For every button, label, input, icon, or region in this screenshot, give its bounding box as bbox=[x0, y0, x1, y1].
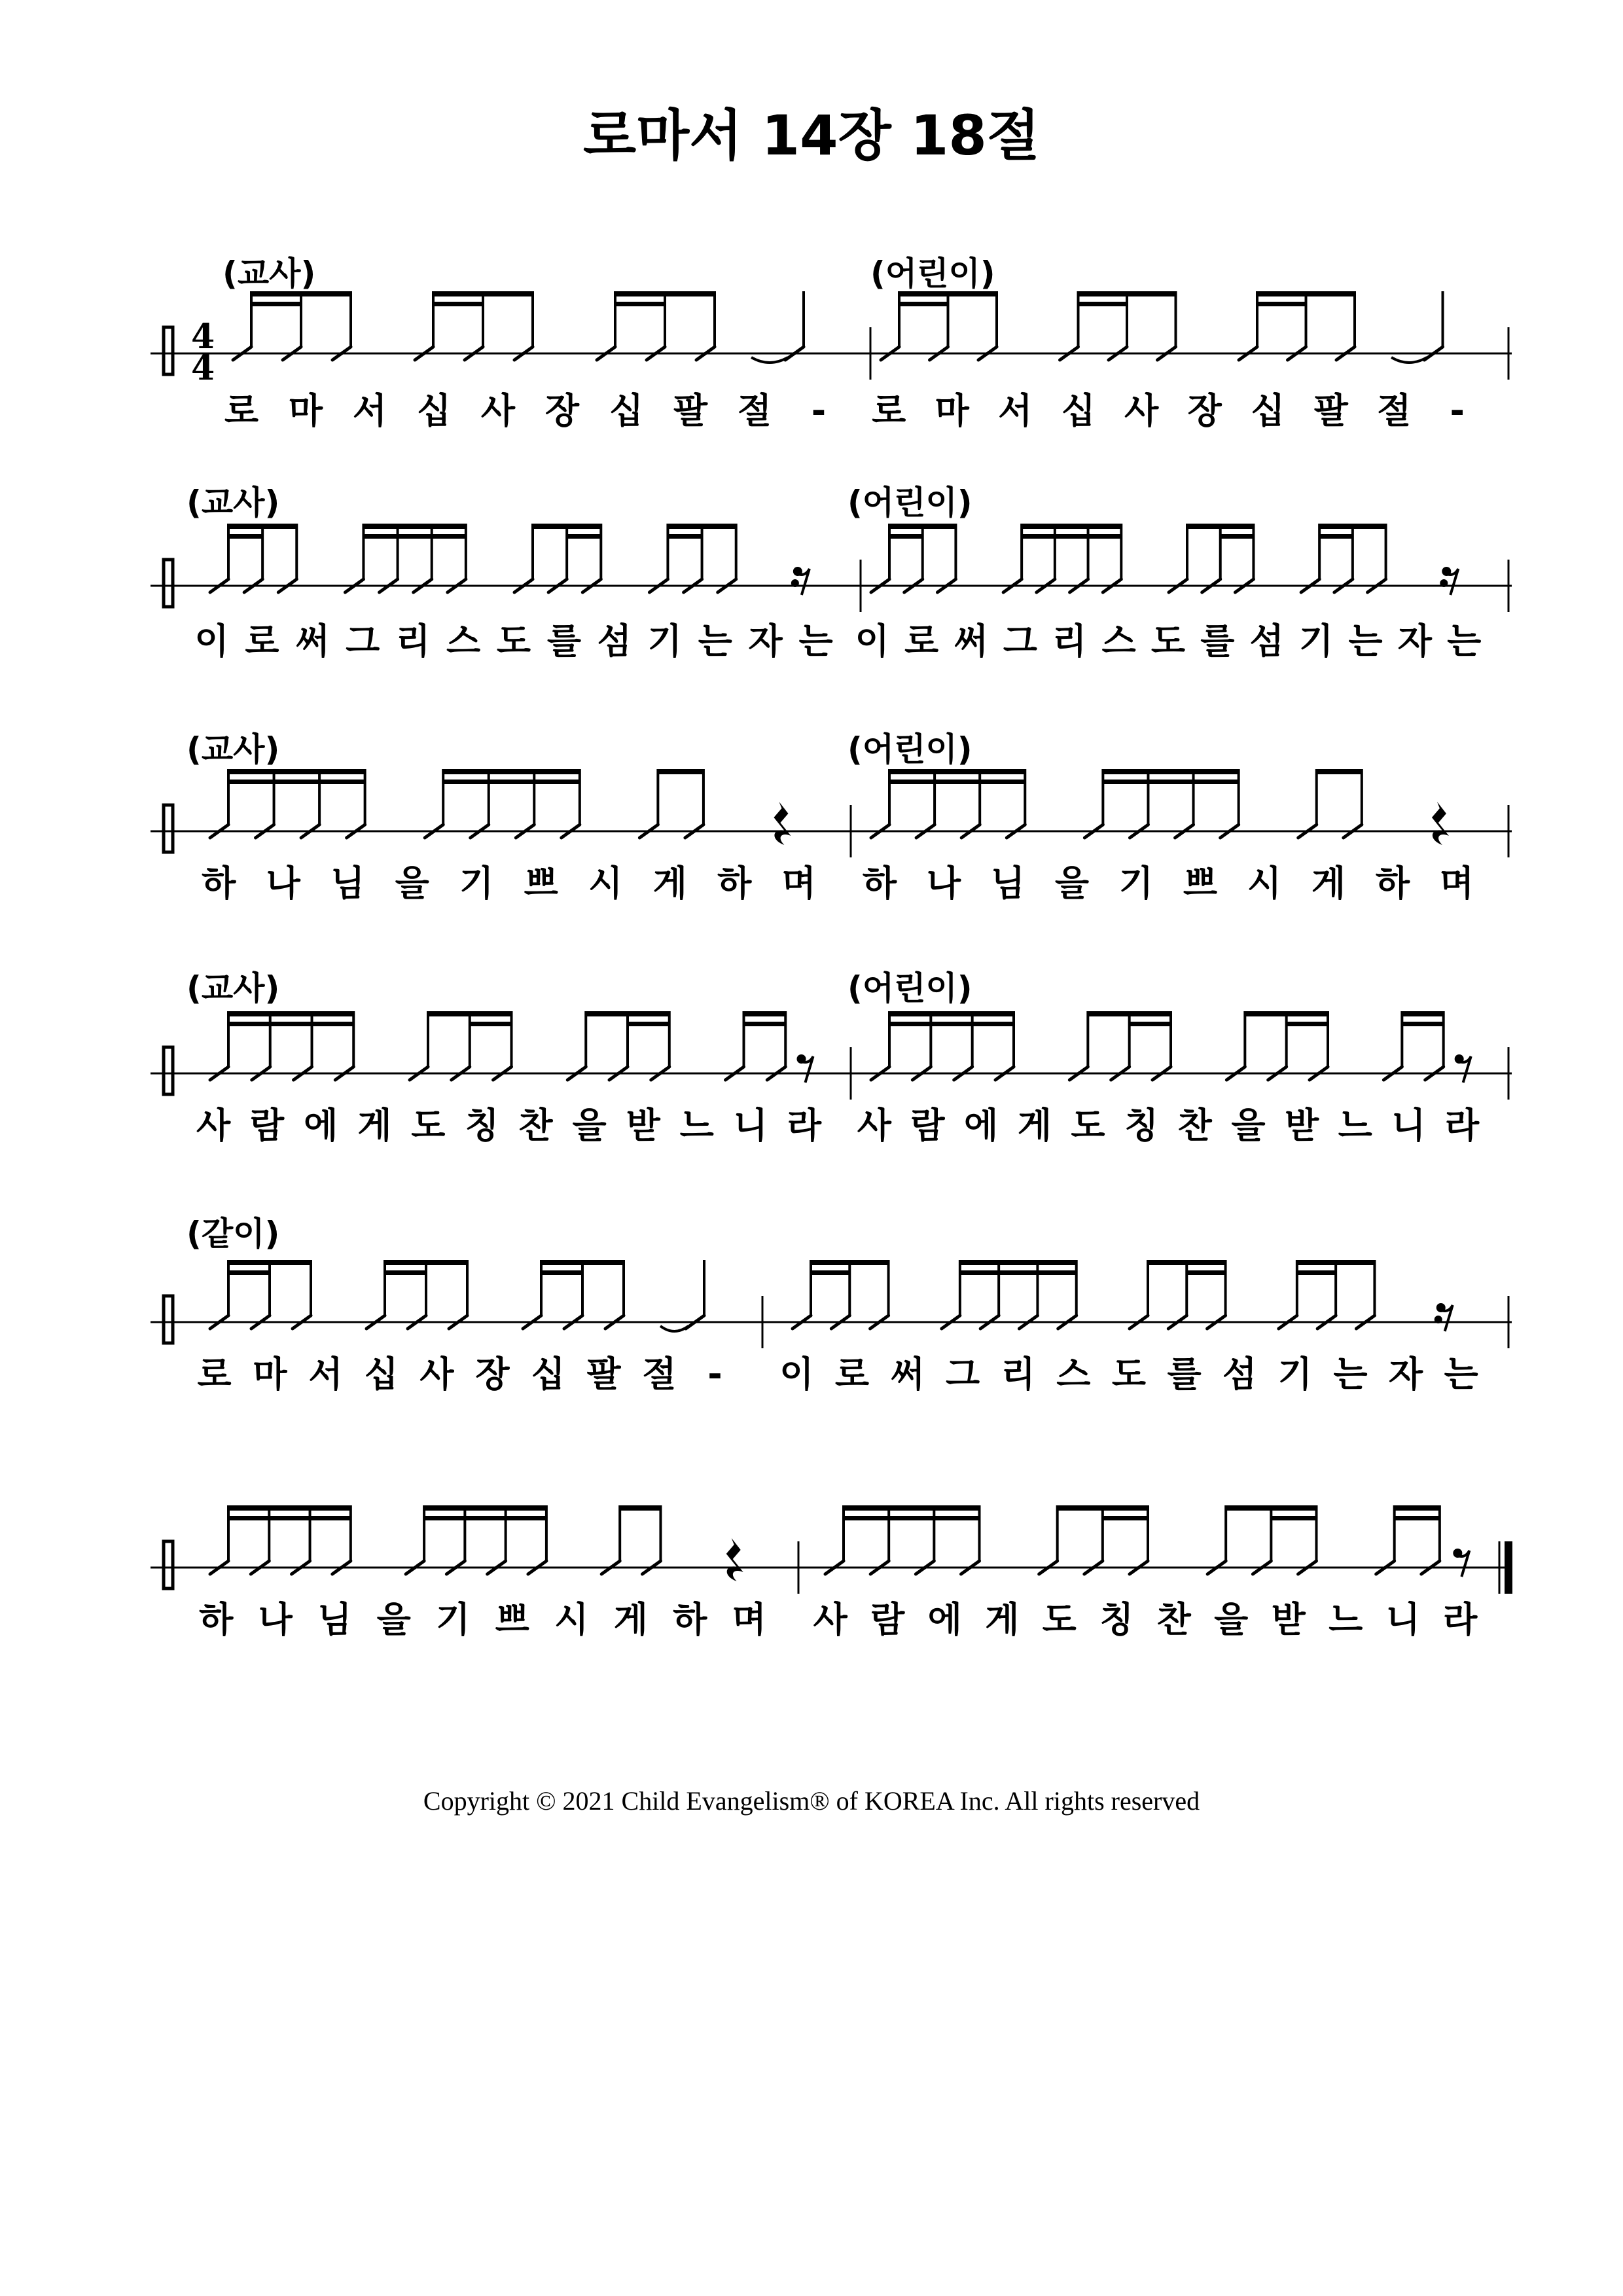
lyric-syllable: 에 bbox=[304, 1105, 338, 1146]
part-role-label: (교사) bbox=[187, 730, 280, 768]
primary-beam bbox=[668, 524, 736, 529]
lyric-syllable: - bbox=[1450, 390, 1465, 431]
page-title: 로마서 14장 18절 bbox=[583, 103, 1040, 168]
secondary-beam bbox=[424, 1516, 546, 1520]
lyric-syllable: 며 bbox=[732, 1599, 766, 1640]
lyric-syllable: 그 bbox=[1003, 620, 1037, 662]
lyric-syllable: 기 bbox=[436, 1599, 471, 1640]
secondary-beam bbox=[228, 534, 262, 539]
lyric-syllable: 받 bbox=[1284, 1105, 1319, 1146]
lyric-line bbox=[847, 622, 1489, 661]
primary-beam bbox=[424, 1505, 546, 1511]
lyric-syllable: 칭 bbox=[1099, 1599, 1134, 1640]
lyric-syllable: 느 bbox=[679, 1105, 714, 1146]
lyric-line bbox=[847, 1106, 1489, 1145]
primary-beam bbox=[960, 1260, 1077, 1265]
lyric-syllable: 하 bbox=[199, 1599, 234, 1640]
secondary-beam bbox=[1257, 302, 1306, 306]
lyric-syllable: 팔 bbox=[1313, 390, 1348, 431]
secondary-beam bbox=[844, 1516, 980, 1520]
lyric-syllable: 는 bbox=[1333, 1354, 1368, 1395]
lyric-syllable: 람 bbox=[250, 1105, 285, 1146]
lyric-syllable: 기 bbox=[459, 863, 494, 904]
primary-beam bbox=[1297, 1260, 1375, 1265]
primary-beam bbox=[1319, 524, 1385, 529]
lyric-line bbox=[187, 1355, 743, 1394]
lyric-syllable: 그 bbox=[946, 1354, 980, 1395]
lyric-syllable: 는 bbox=[1447, 620, 1482, 662]
lyric-syllable: 쁘 bbox=[524, 863, 558, 904]
lyric-syllable: 하 bbox=[1375, 863, 1410, 904]
lyric-syllable: 나 bbox=[258, 1599, 293, 1640]
primary-beam bbox=[744, 1011, 786, 1016]
lyric-syllable: 하 bbox=[202, 863, 236, 904]
lyric-syllable: 스 bbox=[446, 620, 481, 662]
lyric-syllable: 써 bbox=[890, 1354, 925, 1395]
lyric-syllable: 시 bbox=[588, 863, 623, 904]
part-role-label: (어린이) bbox=[847, 969, 972, 1007]
lyric-syllable: 님 bbox=[990, 863, 1026, 904]
lyric-line bbox=[187, 1106, 831, 1145]
lyric-syllable: 써 bbox=[295, 620, 330, 662]
sixteenth-rest-dot bbox=[791, 579, 799, 587]
secondary-beam bbox=[615, 302, 665, 306]
secondary-beam bbox=[363, 534, 465, 539]
primary-beam bbox=[228, 1505, 351, 1511]
primary-beam bbox=[889, 524, 955, 529]
lyric-syllable: 십 bbox=[609, 390, 644, 431]
tie-arc bbox=[751, 357, 788, 363]
secondary-beam bbox=[1022, 534, 1121, 539]
lyric-syllable: 서 bbox=[352, 390, 387, 431]
lyric-syllable: 사 bbox=[1124, 390, 1159, 431]
primary-beam bbox=[1103, 769, 1238, 774]
quarter-rest bbox=[726, 1538, 743, 1581]
percussion-clef bbox=[164, 1541, 173, 1588]
lyric-syllable: 리 bbox=[1001, 1354, 1035, 1395]
primary-beam bbox=[433, 291, 533, 296]
lyric-syllable: 사 bbox=[857, 1105, 891, 1146]
primary-beam bbox=[811, 1260, 889, 1265]
quarter-rest bbox=[774, 802, 791, 845]
lyric-syllable: 기 bbox=[1118, 863, 1154, 904]
lyric-syllable: 이 bbox=[779, 1354, 814, 1395]
secondary-beam bbox=[1221, 534, 1254, 539]
lyric-syllable: 나 bbox=[266, 863, 300, 904]
lyric-syllable: 람 bbox=[910, 1105, 945, 1146]
secondary-beam bbox=[1297, 1270, 1336, 1275]
lyric-syllable: 로 bbox=[872, 390, 906, 431]
lyric-syllable: 섬 bbox=[597, 620, 632, 662]
secondary-beam bbox=[1395, 1516, 1440, 1520]
secondary-beam bbox=[251, 302, 301, 306]
secondary-beam bbox=[1103, 780, 1238, 784]
lyric-syllable: 스 bbox=[1101, 620, 1136, 662]
lyric-syllable: 게 bbox=[652, 863, 687, 904]
lyric-line bbox=[209, 391, 851, 431]
lyric-syllable: 써 bbox=[954, 620, 988, 662]
lyric-syllable: 십 bbox=[416, 390, 452, 431]
lyric-syllable: 을 bbox=[1054, 863, 1090, 904]
lyric-line bbox=[187, 622, 841, 661]
lyric-syllable: 자 bbox=[748, 620, 783, 662]
secondary-beam bbox=[385, 1270, 426, 1275]
lyric-syllable: 팔 bbox=[586, 1354, 621, 1395]
lyric-syllable: 에 bbox=[964, 1105, 999, 1146]
lyric-syllable: 섬 bbox=[1222, 1354, 1257, 1395]
lyric-syllable: 도 bbox=[496, 620, 531, 662]
primary-beam bbox=[363, 524, 465, 529]
lyric-syllable: 서 bbox=[308, 1354, 343, 1395]
lyric-syllable: 람 bbox=[870, 1599, 905, 1640]
lyric-syllable: 그 bbox=[346, 620, 380, 662]
lyric-syllable: 는 bbox=[1444, 1354, 1478, 1395]
lyric-syllable: 를 bbox=[546, 620, 581, 662]
primary-beam bbox=[1245, 1011, 1328, 1016]
lyric-syllable: 라 bbox=[787, 1105, 821, 1146]
lyric-line bbox=[769, 1355, 1489, 1394]
lyric-syllable: 칭 bbox=[1124, 1105, 1159, 1146]
part-role-label: (어린이) bbox=[870, 255, 995, 293]
secondary-beam bbox=[744, 1022, 786, 1026]
lyric-syllable: 받 bbox=[626, 1105, 660, 1146]
lyric-syllable: 게 bbox=[357, 1105, 392, 1146]
primary-beam bbox=[228, 1260, 311, 1265]
secondary-beam bbox=[668, 534, 702, 539]
lyric-syllable: 리 bbox=[1052, 620, 1087, 662]
primary-beam bbox=[443, 769, 580, 774]
lyric-syllable: 도 bbox=[1071, 1105, 1105, 1146]
lyric-syllable: 는 bbox=[798, 620, 833, 662]
primary-beam bbox=[1226, 1505, 1316, 1511]
lyric-syllable: 십 bbox=[1061, 390, 1096, 431]
lyric-syllable: 하 bbox=[673, 1599, 707, 1640]
lyric-syllable: 십 bbox=[1251, 390, 1285, 431]
lyric-syllable: 느 bbox=[1338, 1105, 1372, 1146]
lyric-syllable: 팔 bbox=[673, 390, 708, 431]
lyric-syllable: 는 bbox=[698, 620, 732, 662]
lyric-syllable: 절 bbox=[1377, 390, 1412, 431]
lyric-syllable: 십 bbox=[531, 1354, 565, 1395]
part-role-label: (어린이) bbox=[847, 730, 972, 768]
lyric-syllable: 며 bbox=[781, 863, 816, 904]
lyric-syllable: 절 bbox=[642, 1354, 677, 1395]
primary-beam bbox=[1402, 1011, 1443, 1016]
secondary-beam bbox=[1271, 1516, 1316, 1520]
lyric-syllable: 리 bbox=[396, 620, 431, 662]
primary-beam bbox=[533, 524, 601, 529]
lyric-syllable: 십 bbox=[364, 1354, 399, 1395]
lyric-syllable: 을 bbox=[376, 1599, 411, 1640]
secondary-beam bbox=[1079, 302, 1128, 306]
lyric-syllable: 게 bbox=[613, 1599, 648, 1640]
lyric-syllable: 자 bbox=[1397, 620, 1432, 662]
lyric-syllable: - bbox=[811, 390, 827, 431]
secondary-beam bbox=[228, 1516, 351, 1520]
percussion-clef bbox=[164, 327, 173, 374]
lyric-line bbox=[802, 1600, 1489, 1640]
secondary-beam bbox=[228, 1270, 270, 1275]
lyric-syllable: 게 bbox=[1311, 863, 1346, 904]
lyric-syllable: 사 bbox=[813, 1599, 847, 1640]
lyric-syllable: 로 bbox=[904, 620, 939, 662]
primary-beam bbox=[1395, 1505, 1440, 1511]
lyric-syllable: 라 bbox=[1443, 1599, 1478, 1640]
lyric-syllable: 기 bbox=[647, 620, 682, 662]
secondary-beam bbox=[889, 534, 923, 539]
primary-beam bbox=[844, 1505, 980, 1511]
primary-beam bbox=[385, 1260, 467, 1265]
lyric-syllable: 서 bbox=[998, 390, 1033, 431]
secondary-beam bbox=[899, 302, 948, 306]
lyric-syllable: 사 bbox=[196, 1105, 231, 1146]
quarter-rest bbox=[1432, 802, 1449, 845]
lyric-syllable: 라 bbox=[1444, 1105, 1480, 1146]
lyric-syllable: 장 bbox=[475, 1354, 510, 1395]
lyric-syllable: 는 bbox=[1348, 620, 1383, 662]
lyric-syllable: 를 bbox=[1167, 1354, 1202, 1395]
lyric-syllable: 사 bbox=[480, 390, 516, 431]
lyric-line bbox=[187, 864, 831, 903]
part-role-label: (교사) bbox=[223, 255, 316, 293]
lyric-syllable: - bbox=[707, 1354, 722, 1395]
secondary-beam bbox=[1186, 1270, 1225, 1275]
primary-beam bbox=[615, 291, 715, 296]
lyric-syllable: 게 bbox=[985, 1599, 1020, 1640]
secondary-beam bbox=[889, 780, 1025, 784]
lyric-syllable: 쁘 bbox=[495, 1599, 529, 1640]
lyric-syllable: 절 bbox=[737, 390, 772, 431]
primary-beam bbox=[658, 769, 704, 774]
lyric-line bbox=[847, 864, 1489, 903]
secondary-beam bbox=[1103, 1516, 1148, 1520]
lyric-syllable: 받 bbox=[1271, 1599, 1306, 1640]
lyric-syllable: 사 bbox=[419, 1354, 454, 1395]
lyric-syllable: 마 bbox=[935, 390, 969, 431]
lyric-syllable: 님 bbox=[330, 863, 365, 904]
primary-beam bbox=[1058, 1505, 1148, 1511]
primary-beam bbox=[1022, 524, 1121, 529]
primary-beam bbox=[1187, 524, 1253, 529]
lyric-syllable: 장 bbox=[1187, 390, 1222, 431]
primary-beam bbox=[228, 524, 296, 529]
lyric-syllable: 스 bbox=[1056, 1354, 1091, 1395]
secondary-beam bbox=[811, 1270, 849, 1275]
primary-beam bbox=[586, 1011, 669, 1016]
lyric-syllable: 를 bbox=[1200, 620, 1235, 662]
secondary-beam bbox=[628, 1022, 669, 1026]
part-role-label: (같이) bbox=[187, 1215, 280, 1253]
lyric-syllable: 찬 bbox=[518, 1105, 553, 1146]
lyric-syllable: 님 bbox=[317, 1599, 352, 1640]
secondary-beam bbox=[443, 780, 580, 784]
lyric-syllable: 로 bbox=[834, 1354, 869, 1395]
percussion-clef bbox=[164, 1047, 173, 1094]
secondary-beam bbox=[1319, 534, 1353, 539]
secondary-beam bbox=[960, 1270, 1077, 1275]
secondary-beam bbox=[567, 534, 601, 539]
lyric-syllable: 로 bbox=[197, 1354, 232, 1395]
secondary-beam bbox=[1402, 1022, 1443, 1026]
lyric-syllable: 로 bbox=[224, 390, 259, 431]
part-role-label: (어린이) bbox=[847, 484, 972, 522]
lyric-syllable: 나 bbox=[926, 863, 961, 904]
part-role-label: (교사) bbox=[187, 484, 280, 522]
lyric-syllable: 로 bbox=[245, 620, 279, 662]
percussion-clef bbox=[164, 1296, 173, 1343]
primary-beam bbox=[620, 1505, 660, 1511]
lyric-syllable: 도 bbox=[411, 1105, 446, 1146]
lyric-line bbox=[187, 1600, 779, 1640]
lyric-syllable: 자 bbox=[1388, 1354, 1423, 1395]
lyric-line bbox=[857, 391, 1489, 431]
primary-beam bbox=[1079, 291, 1176, 296]
lyric-syllable: 기 bbox=[1298, 620, 1334, 662]
lyric-syllable: 도 bbox=[1111, 1354, 1147, 1395]
lyric-syllable: 시 bbox=[1247, 863, 1282, 904]
lyric-syllable: 에 bbox=[927, 1599, 962, 1640]
lyric-syllable: 시 bbox=[554, 1599, 589, 1640]
lyric-syllable: 장 bbox=[544, 390, 580, 431]
secondary-beam bbox=[228, 1022, 353, 1026]
percussion-clef bbox=[164, 560, 173, 607]
lyric-syllable: 찬 bbox=[1156, 1599, 1191, 1640]
primary-beam bbox=[541, 1260, 624, 1265]
lyric-syllable: 이 bbox=[855, 620, 889, 662]
lyric-syllable: 을 bbox=[395, 863, 429, 904]
primary-beam bbox=[1088, 1011, 1171, 1016]
primary-beam bbox=[889, 1011, 1014, 1016]
lyric-syllable: 도 bbox=[1042, 1599, 1077, 1640]
lyric-syllable: 하 bbox=[717, 863, 752, 904]
copyright-notice: Copyright © 2021 Child Evangelism® of KOREA Inc. All rights reserved bbox=[423, 1786, 1200, 1816]
sixteenth-rest-dot bbox=[1440, 579, 1448, 587]
lyric-syllable: 을 bbox=[1231, 1105, 1266, 1146]
percussion-clef bbox=[164, 805, 173, 852]
lyric-syllable: 느 bbox=[1329, 1599, 1363, 1640]
part-role-label: (교사) bbox=[187, 969, 280, 1007]
lyric-syllable: 기 bbox=[1277, 1354, 1312, 1395]
time-signature-top: 4 bbox=[191, 317, 215, 357]
lyric-syllable: 이 bbox=[194, 620, 229, 662]
lyric-syllable: 을 bbox=[1214, 1599, 1249, 1640]
primary-beam bbox=[428, 1011, 512, 1016]
secondary-beam bbox=[433, 302, 483, 306]
sixteenth-rest-dot bbox=[1435, 1316, 1442, 1323]
secondary-beam bbox=[228, 780, 365, 784]
primary-beam bbox=[1257, 291, 1355, 296]
lyric-syllable: 니 bbox=[1385, 1599, 1420, 1640]
lyric-syllable: 마 bbox=[288, 390, 323, 431]
lyric-syllable: 칭 bbox=[465, 1105, 499, 1146]
secondary-beam bbox=[470, 1022, 512, 1026]
lyric-syllable: 니 bbox=[1391, 1105, 1426, 1146]
lyric-syllable: 마 bbox=[253, 1354, 287, 1395]
primary-beam bbox=[1148, 1260, 1226, 1265]
lyric-syllable: 하 bbox=[862, 863, 897, 904]
secondary-beam bbox=[889, 1022, 1014, 1026]
lyric-syllable: 며 bbox=[1439, 863, 1474, 904]
secondary-beam bbox=[541, 1270, 582, 1275]
lyric-syllable: 찬 bbox=[1177, 1105, 1212, 1146]
lyric-syllable: 을 bbox=[572, 1105, 607, 1146]
secondary-beam bbox=[1287, 1022, 1328, 1026]
primary-beam bbox=[1317, 769, 1362, 774]
lyric-syllable: 쁘 bbox=[1183, 863, 1218, 904]
lyric-syllable: 니 bbox=[733, 1105, 768, 1146]
secondary-beam bbox=[1130, 1022, 1171, 1026]
lyric-syllable: 도 bbox=[1150, 620, 1186, 662]
primary-beam bbox=[228, 1011, 353, 1016]
tie-arc bbox=[1391, 357, 1427, 363]
time-signature-bottom: 4 bbox=[191, 348, 215, 388]
lyric-syllable: 섬 bbox=[1249, 620, 1284, 662]
lyric-syllable: 게 bbox=[1017, 1105, 1052, 1146]
